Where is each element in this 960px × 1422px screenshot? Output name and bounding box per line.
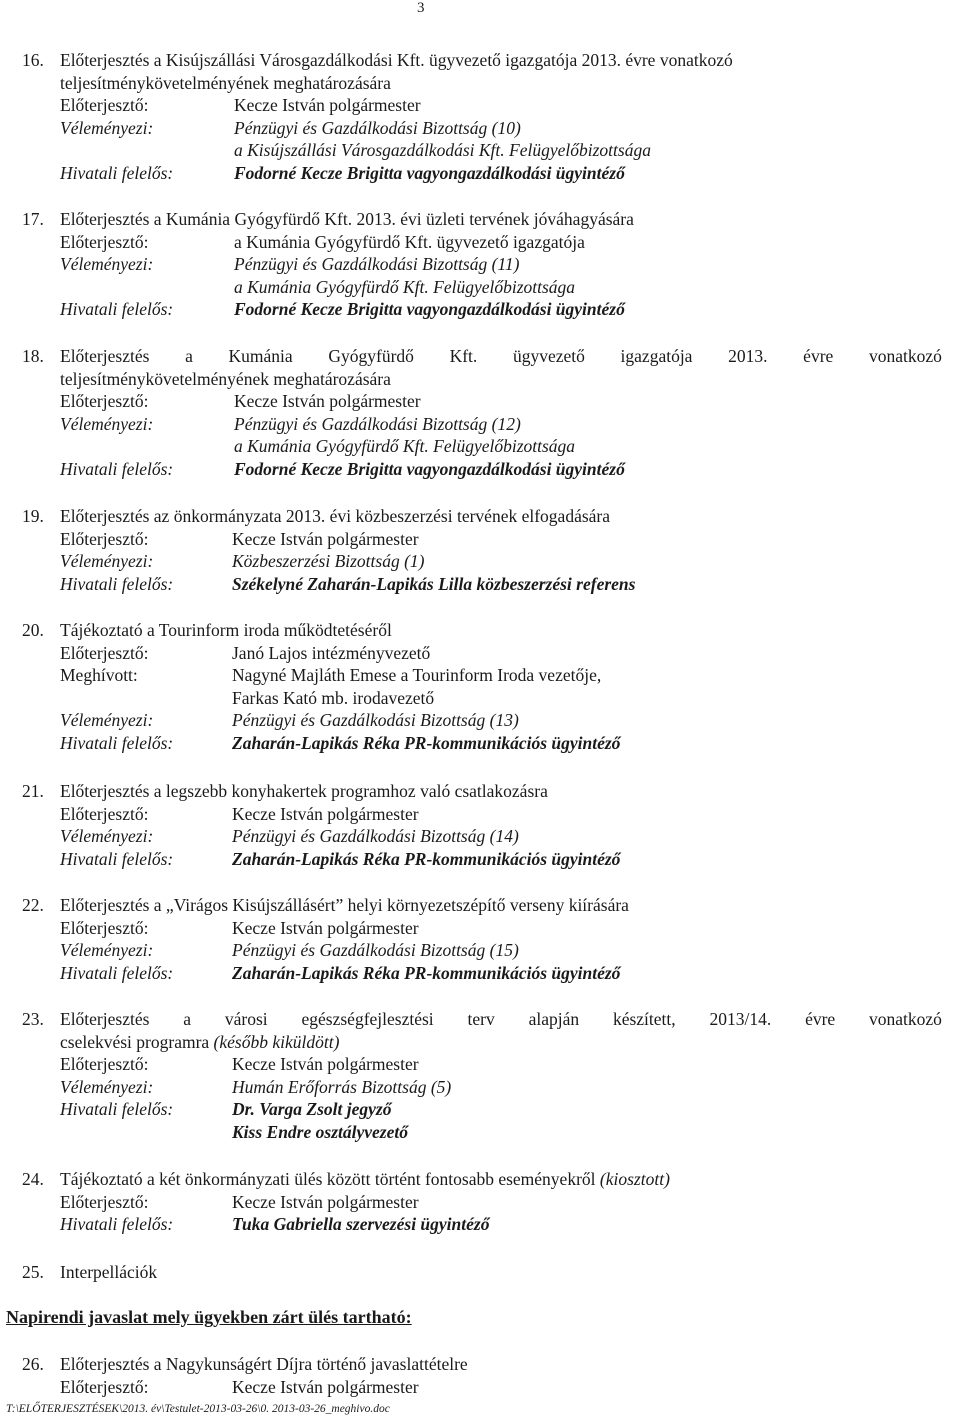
title-word: városi [224,1009,268,1029]
item-title: Tájékoztató a Tourinform iroda működtetéséről [60,620,392,640]
title-word: terv [467,1009,495,1029]
presenter: Kecze István polgármester [234,95,421,115]
opinion-committee-2: a Kumánia Gyógyfürdő Kft. Felügyelőbizottsága [234,276,576,297]
presenter: Kecze István polgármester [234,391,421,411]
agenda-item-26 [22,1353,942,1398]
title-word: igazgatója [620,346,693,366]
opinion-committee: Pénzügyi és Gazdálkodási Bizottság (10) [234,117,521,138]
responsible-label: Hivatali felelős: [60,458,174,479]
item-number: 18. [22,346,44,366]
opinion-label: Véleményezi: [60,117,154,138]
item-title: Interpellációk [60,1262,158,1282]
closed-session-heading: Napirendi javaslat mely ügyekben zárt ülés tartható: [6,1307,412,1327]
agenda-item-24 [22,1168,942,1236]
presenter-label: Előterjesztő: [60,642,149,663]
agenda-item-22 [22,894,942,984]
agenda-item-16 [22,49,942,184]
presenter-label: Előterjesztő: [60,1191,149,1212]
responsible-label: Hivatali felelős: [60,573,174,594]
title-word: készített, [612,1009,676,1029]
item-number: 19. [22,506,44,526]
title-word: Kft. [449,346,478,366]
presenter: Kecze István polgármester [232,1191,419,1212]
presenter: Kecze István polgármester [232,528,419,549]
item-title [22,1168,942,1191]
title-word: a [183,1009,192,1029]
title-word: évre [805,1009,836,1029]
item-number: 16. [22,50,44,70]
opinion-committee-2: a Kumánia Gyógyfürdő Kft. Felügyelőbizottsága [234,436,576,456]
presenter-label: Előterjesztő: [60,95,149,115]
item-number: 20. [22,620,44,640]
agenda-item-20 [22,619,942,754]
responsible-label: Hivatali felelős: [60,1099,174,1119]
agenda-item-25 [22,1261,942,1284]
item-number: 26. [22,1354,44,1374]
item-title: Előterjesztés a Kumánia Gyógyfürdő Kft. 2013. évi üzleti tervének jóváhagyására [60,209,634,229]
presenter: Kecze István polgármester [232,917,419,938]
responsible-label: Hivatali felelős: [60,162,174,183]
responsible-label: Hivatali felelős: [60,848,174,869]
item-number: 17. [22,209,44,229]
title-word: alapján [528,1009,580,1029]
presenter: Kecze István polgármester [232,1376,419,1397]
presenter-label: Előterjesztő: [60,917,149,938]
responsible: Zaharán-Lapikás Réka PR-kommunikációs ügyintéző [232,732,621,753]
agenda-item-21 [22,780,942,870]
item-title [22,1008,942,1031]
opinion-label: Véleményezi: [60,413,154,434]
presenter: Kecze István polgármester [232,1054,419,1074]
title-word: évre [803,346,834,366]
responsible: Dr. Varga Zsolt jegyző [232,1099,392,1119]
title-note: (kiosztott) [599,1169,670,1189]
opinion-label: Véleményezi: [60,254,154,274]
responsible: Zaharán-Lapikás Réka PR-kommunikációs ügyintéző [232,848,621,869]
item-number: 23. [22,1009,44,1029]
opinion-label: Véleményezi: [60,551,154,571]
presenter-label: Előterjesztő: [60,803,149,824]
responsible: Fodorné Kecze Brigitta vagyongazdálkodási ügyintéző [234,162,625,183]
item-title: Előterjesztés a Nagykunságért Díjra történő javaslattételre [60,1354,468,1374]
item-title-cont: teljesítménykövetelményének meghatározására [60,368,391,389]
title-word: Kumánia [228,346,293,366]
title-note: (később kiküldött) [213,1031,340,1052]
title-word: vonatkozó [869,1009,942,1029]
presenter-label: Előterjesztő: [60,1376,149,1397]
page-number: 3 [417,0,425,16]
responsible: Székelyné Zaharán-Lapikás Lilla közbeszerzési referens [232,573,636,594]
presenter-label: Előterjesztő: [60,231,149,252]
invited-2: Farkas Kató mb. irodavezető [232,687,435,708]
title-cont-text: cselekvési programra [60,1031,214,1052]
opinion-label: Véleményezi: [60,826,154,846]
title-text: Tájékoztató a két önkormányzati ülés között történt fontosabb eseményekről [60,1169,600,1189]
item-title: Előterjesztés a „Virágos Kisújszállásért” helyi környezetszépítő verseny kiírására [60,895,629,915]
opinion-committee: Pénzügyi és Gazdálkodási Bizottság (15) [232,940,519,960]
item-number: 25. [22,1262,44,1282]
item-number: 24. [22,1169,44,1189]
opinion-committee: Pénzügyi és Gazdálkodási Bizottság (12) [234,413,521,434]
invited-label: Meghívott: [60,665,138,685]
responsible-2: Kiss Endre osztályvezető [232,1121,408,1142]
opinion-label: Véleményezi: [60,940,154,960]
title-word: vonatkozó [868,346,942,366]
presenter: Kecze István polgármester [232,803,419,824]
item-title: Előterjesztés a legszebb konyhakertek programhoz való csatlakozásra [60,781,548,801]
presenter-label: Előterjesztő: [60,1054,149,1074]
item-number: 21. [22,781,44,801]
footer-file-path: T:\ELŐTERJESZTÉSEK\2013. év\Testulet-2013-03-26\0. 2013-03-26_meghivo.doc [6,1403,390,1415]
opinion-committee-2: a Kisújszállási Városgazdálkodási Kft. Felügyelőbizottsága [234,140,651,160]
responsible: Tuka Gabriella szervezési ügyintéző [232,1214,490,1234]
agenda-item-17 [22,208,942,321]
title-word: Előterjesztés [60,346,150,366]
item-number: 22. [22,895,44,915]
opinion-label: Véleményezi: [60,1076,154,1097]
agenda-item-18 [22,345,942,480]
item-title-cont: teljesítménykövetelményének meghatározására [60,72,391,93]
opinion-committee: Pénzügyi és Gazdálkodási Bizottság (14) [232,826,519,846]
item-title [22,345,942,368]
responsible-label: Hivatali felelős: [60,299,174,319]
opinion-committee: Közbeszerzési Bizottság (1) [232,551,425,571]
responsible-label: Hivatali felelős: [60,1214,174,1234]
responsible: Fodorné Kecze Brigitta vagyongazdálkodási ügyintéző [234,458,625,479]
opinion-label: Véleményezi: [60,710,154,730]
responsible-label: Hivatali felelős: [60,732,174,753]
responsible: Fodorné Kecze Brigitta vagyongazdálkodási ügyintéző [234,299,625,319]
presenter: Janó Lajos intézményvezető [232,642,431,663]
responsible: Zaharán-Lapikás Réka PR-kommunikációs ügyintéző [232,962,621,983]
title-word: 2013/14. [709,1009,772,1029]
agenda-item-23 [22,1008,942,1143]
invited: Nagyné Majláth Emese a Tourinform Iroda vezetője, [232,665,602,685]
title-word: Előterjesztés [60,1009,150,1029]
opinion-committee: Humán Erőforrás Bizottság (5) [232,1076,452,1097]
item-title-cont [22,1031,942,1054]
item-title: Előterjesztés az önkormányzata 2013. évi közbeszerzési tervének elfogadására [60,506,611,526]
opinion-committee: Pénzügyi és Gazdálkodási Bizottság (11) [234,254,520,274]
presenter: a Kumánia Gyógyfürdő Kft. ügyvezető igazgatója [234,231,585,252]
title-word: egészségfejlesztési [301,1009,434,1029]
title-word: 2013. [728,346,768,366]
title-word: ügyvezető [512,346,585,366]
presenter-label: Előterjesztő: [60,528,149,549]
title-word: Gyógyfürdő [328,346,414,366]
agenda-item-19 [22,505,942,595]
item-title: Előterjesztés a Kisújszállási Városgazdálkodási Kft. ügyvezető igazgatója 2013. évre vonatkozó [60,50,733,70]
presenter-label: Előterjesztő: [60,391,149,411]
opinion-committee: Pénzügyi és Gazdálkodási Bizottság (13) [232,710,519,730]
title-word: a [185,346,193,366]
responsible-label: Hivatali felelős: [60,962,174,983]
